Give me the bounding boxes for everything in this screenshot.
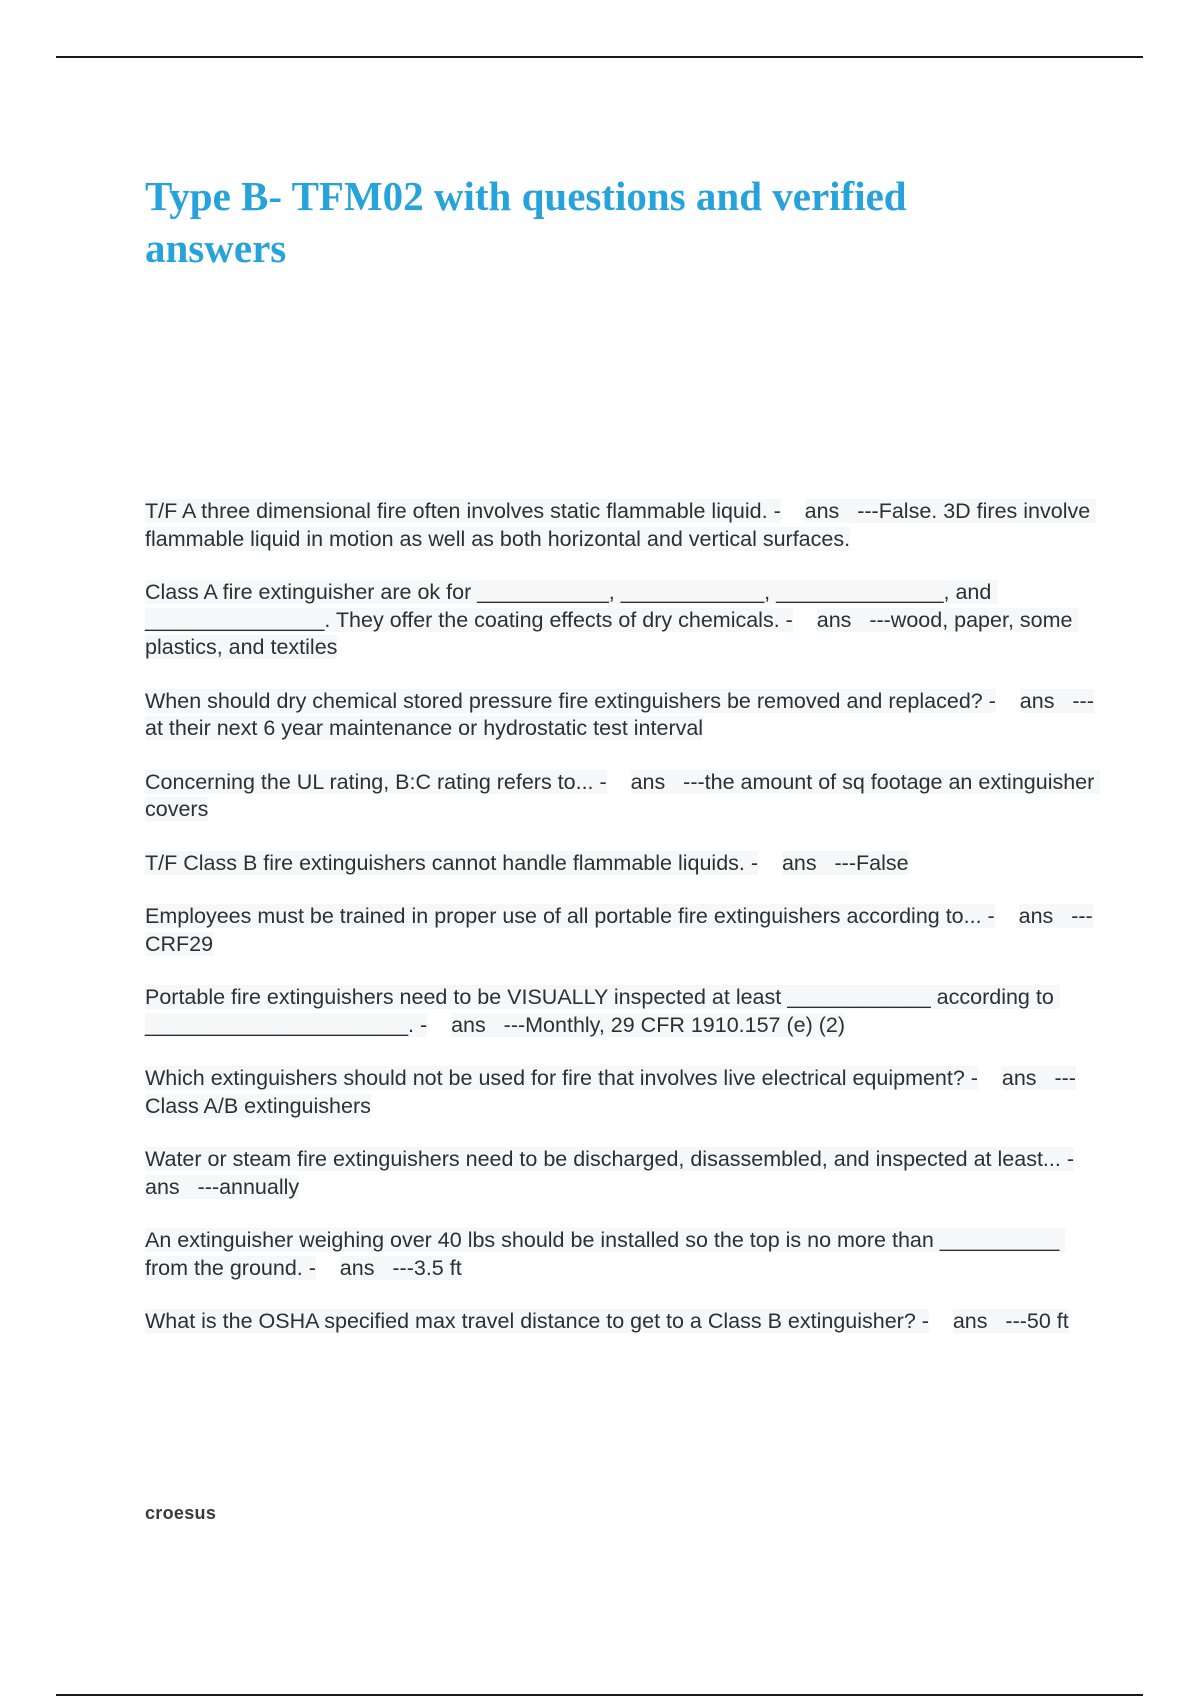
footer-rule (56, 1694, 1143, 1696)
qa-item (145, 984, 1095, 1039)
qa-list (145, 498, 1101, 1362)
qa-item (145, 579, 1095, 662)
qa-item (145, 1308, 1095, 1336)
qa-item (145, 769, 1101, 824)
document-title: Type B- TFM02 with questions and verified answers (145, 173, 907, 271)
qa-item (145, 498, 1095, 553)
question-text: Which extinguishers should not be used for fire that involves live electrical equipment? - (145, 1066, 978, 1090)
qa-item (145, 1146, 1095, 1201)
answer-text: ans ---annually (145, 1174, 300, 1199)
answer-text: ans ---CRF29 (145, 904, 1093, 956)
question-text: When should dry chemical stored pressure fire extinguishers be removed and replaced? - (145, 688, 996, 713)
qa-item (145, 1227, 1095, 1282)
question-text: Concerning the UL rating, B:C rating refers to... - (145, 769, 607, 794)
qa-item (145, 903, 1095, 958)
answer-text: ans ---at their next 6 year maintenance or hydrostatic test interval (145, 688, 1094, 740)
question-text: Class A fire extinguisher are ok for ___________, ____________, ______________, and _______________. They offer the coating effects of dry chemicals. - (145, 580, 998, 632)
answer-text: ans ---False (781, 850, 909, 875)
question-text: Portable fire extinguishers need to be VISUALLY inspected at least ____________ according to ______________________. - (145, 985, 1060, 1037)
answer-text: ans ---50 ft (952, 1309, 1069, 1333)
answer-text: ans ---wood, paper, some plastics, and textiles (145, 607, 1079, 659)
footer-brand: croesus (145, 1503, 217, 1523)
question-text: An extinguisher weighing over 40 lbs should be installed so the top is no more than __________ from the ground. - (145, 1228, 1066, 1280)
answer-text: ans ---the amount of sq footage an extinguisher covers (145, 769, 1101, 821)
question-text: Water or steam fire extinguishers need to be discharged, disassembled, and inspected at least... - (145, 1147, 1074, 1171)
qa-item (145, 850, 1095, 878)
answer-text: ans ---Monthly, 29 CFR 1910.157 (e) (2) (451, 1012, 845, 1037)
question-text: Employees must be trained in proper use of all portable fire extinguishers according to... - (145, 904, 995, 928)
qa-item (145, 1065, 1095, 1120)
header-rule (56, 56, 1143, 58)
question-text: What is the OSHA specified max travel distance to get to a Class B extinguisher? - (145, 1309, 929, 1333)
question-text: T/F A three dimensional fire often involves static flammable liquid. - (145, 499, 781, 523)
qa-item (145, 688, 1095, 743)
answer-text: ans ---False. 3D fires involve flammable liquid in motion as well as both horizontal and vertical surfaces. (145, 499, 1097, 551)
answer-text: ans ---3.5 ft (339, 1255, 462, 1280)
answer-text: ans ---Class A/B extinguishers (145, 1066, 1076, 1118)
question-text: T/F Class B fire extinguishers cannot handle flammable liquids. - (145, 850, 759, 875)
